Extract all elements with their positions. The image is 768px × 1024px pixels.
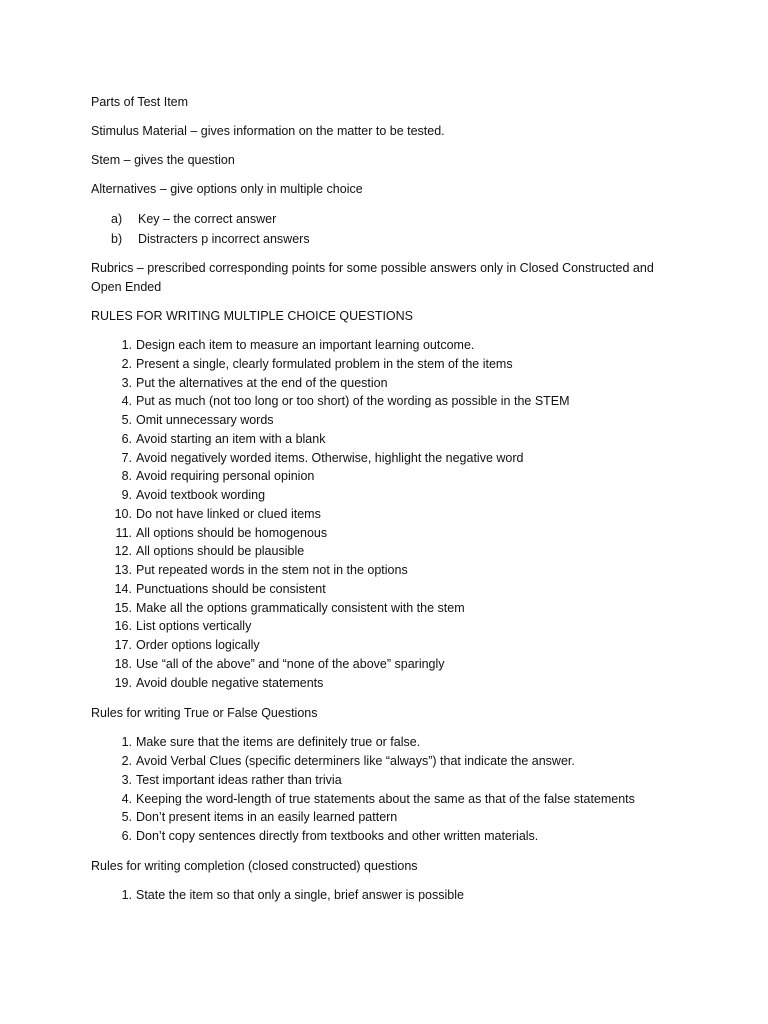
rubrics-definition bbox=[91, 259, 691, 297]
list-item bbox=[111, 752, 691, 771]
list-item-text: Test important ideas rather than trivia bbox=[136, 772, 342, 787]
list-item-text: Put repeated words in the stem not in the options bbox=[136, 563, 408, 577]
tf-heading: Rules for writing True or False Questions bbox=[91, 706, 318, 721]
list-item bbox=[111, 790, 691, 809]
list-item-text: Avoid starting an item with a blank bbox=[136, 431, 326, 446]
list-number: 12. bbox=[114, 544, 132, 559]
list-item-text: Do not have linked or clued items bbox=[136, 506, 321, 521]
list-number: 19. bbox=[114, 675, 132, 690]
rubrics-line-2: Open Ended bbox=[91, 280, 162, 294]
list-item-text: Present a single, clearly formulated problem in the stem of the items bbox=[136, 356, 513, 371]
list-number: 8. bbox=[121, 469, 132, 484]
list-item bbox=[111, 636, 691, 655]
list-number: 1. bbox=[121, 735, 132, 750]
list-item bbox=[111, 599, 691, 618]
list-number: 14. bbox=[114, 581, 132, 596]
completion-heading: Rules for writing completion (closed constructed) questions bbox=[91, 858, 418, 873]
completion-rules-list bbox=[91, 886, 691, 905]
list-item bbox=[111, 355, 691, 374]
list-item-text: All options should be plausible bbox=[136, 544, 305, 559]
list-item bbox=[111, 524, 691, 543]
tf-rules-list bbox=[91, 733, 691, 846]
list-number: 9. bbox=[121, 488, 132, 502]
alternatives-sublist bbox=[91, 209, 691, 249]
list-item-text: List options vertically bbox=[136, 619, 252, 634]
list-item bbox=[111, 411, 691, 430]
document-page bbox=[91, 93, 691, 905]
list-item-text: Avoid textbook wording bbox=[136, 488, 266, 502]
list-item-text: Don’t present items in an easily learned pattern bbox=[136, 810, 398, 825]
list-number: 1. bbox=[121, 338, 132, 352]
list-item bbox=[111, 580, 691, 599]
list-item-text: All options should be homogenous bbox=[136, 525, 328, 540]
mc-rules-list bbox=[91, 336, 691, 692]
alternatives-definition: Alternatives – give options only in multiple choice bbox=[91, 182, 363, 196]
list-number: 15. bbox=[114, 600, 132, 615]
list-item-text: Key – the correct answer bbox=[138, 212, 277, 226]
list-item bbox=[111, 392, 691, 411]
list-item-text: Omit unnecessary words bbox=[136, 413, 274, 427]
list-item bbox=[111, 374, 691, 393]
list-item bbox=[111, 467, 691, 486]
list-number: 7. bbox=[121, 450, 132, 465]
list-item bbox=[111, 430, 691, 449]
list-number: 5. bbox=[121, 413, 132, 427]
list-item bbox=[111, 733, 691, 752]
list-number: 3. bbox=[121, 375, 132, 390]
list-marker: b) bbox=[111, 232, 123, 246]
list-number: 5. bbox=[121, 810, 132, 825]
list-item bbox=[111, 771, 691, 790]
list-item-text: Put the alternatives at the end of the question bbox=[136, 375, 388, 390]
list-item bbox=[111, 561, 691, 580]
doc-title: Parts of Test Item bbox=[91, 95, 189, 109]
list-item bbox=[111, 542, 691, 561]
list-number: 2. bbox=[121, 356, 132, 371]
list-number: 13. bbox=[114, 563, 132, 577]
list-number: 6. bbox=[121, 431, 132, 446]
list-item-text: State the item so that only a single, brief answer is possible bbox=[136, 887, 464, 902]
list-item-text: Put as much (not too long or too short) of the wording as possible in the STEM bbox=[136, 394, 570, 409]
list-item-text: Distracters p incorrect answers bbox=[138, 232, 310, 246]
stem-definition: Stem – gives the question bbox=[91, 153, 235, 167]
list-item bbox=[111, 229, 691, 249]
stimulus-definition: Stimulus Material – gives information on the matter to be tested. bbox=[91, 124, 445, 138]
list-item bbox=[111, 827, 691, 846]
list-number: 1. bbox=[121, 887, 132, 902]
list-item bbox=[111, 336, 691, 355]
list-item-text: Avoid double negative statements bbox=[136, 675, 324, 690]
list-item bbox=[111, 808, 691, 827]
list-number: 17. bbox=[114, 638, 132, 652]
list-number: 6. bbox=[121, 829, 132, 843]
list-item-text: Order options logically bbox=[136, 638, 260, 652]
list-number: 10. bbox=[114, 506, 132, 521]
list-marker: a) bbox=[111, 212, 123, 226]
list-number: 4. bbox=[121, 791, 132, 806]
list-item-text: Avoid requiring personal opinion bbox=[136, 469, 315, 484]
list-item-text: Make sure that the items are definitely true or false. bbox=[136, 735, 421, 750]
list-item bbox=[111, 449, 691, 468]
list-item bbox=[111, 209, 691, 229]
list-number: 11. bbox=[115, 525, 132, 540]
list-item bbox=[111, 655, 691, 674]
list-item-text: Use “all of the above” and “none of the above” sparingly bbox=[136, 656, 445, 671]
list-item-text: Design each item to measure an important learning outcome. bbox=[136, 338, 475, 352]
list-item-text: Avoid negatively worded items. Otherwise, highlight the negative word bbox=[136, 450, 524, 465]
list-item bbox=[111, 886, 691, 905]
list-number: 18. bbox=[114, 656, 132, 671]
list-item bbox=[111, 486, 691, 505]
list-number: 2. bbox=[121, 754, 132, 768]
list-item-text: Avoid Verbal Clues (specific determiners like “always”) that indicate the answer. bbox=[136, 754, 575, 768]
list-item bbox=[111, 505, 691, 524]
list-item-text: Punctuations should be consistent bbox=[136, 581, 326, 596]
list-item-text: Make all the options grammatically consistent with the stem bbox=[136, 600, 465, 615]
list-item bbox=[111, 617, 691, 636]
list-item-text: Keeping the word-length of true statements about the same as that of the false statements bbox=[136, 791, 635, 806]
list-number: 3. bbox=[121, 772, 132, 787]
list-number: 4. bbox=[121, 394, 132, 409]
rubrics-line-1: Rubrics – prescribed corresponding points for some possible answers only in Closed Constructed and bbox=[91, 261, 654, 275]
list-item-text: Don’t copy sentences directly from textbooks and other written materials. bbox=[136, 829, 539, 843]
list-number: 16. bbox=[114, 619, 132, 634]
mc-heading: RULES FOR WRITING MULTIPLE CHOICE QUESTIONS bbox=[91, 309, 414, 323]
list-item bbox=[111, 674, 691, 693]
